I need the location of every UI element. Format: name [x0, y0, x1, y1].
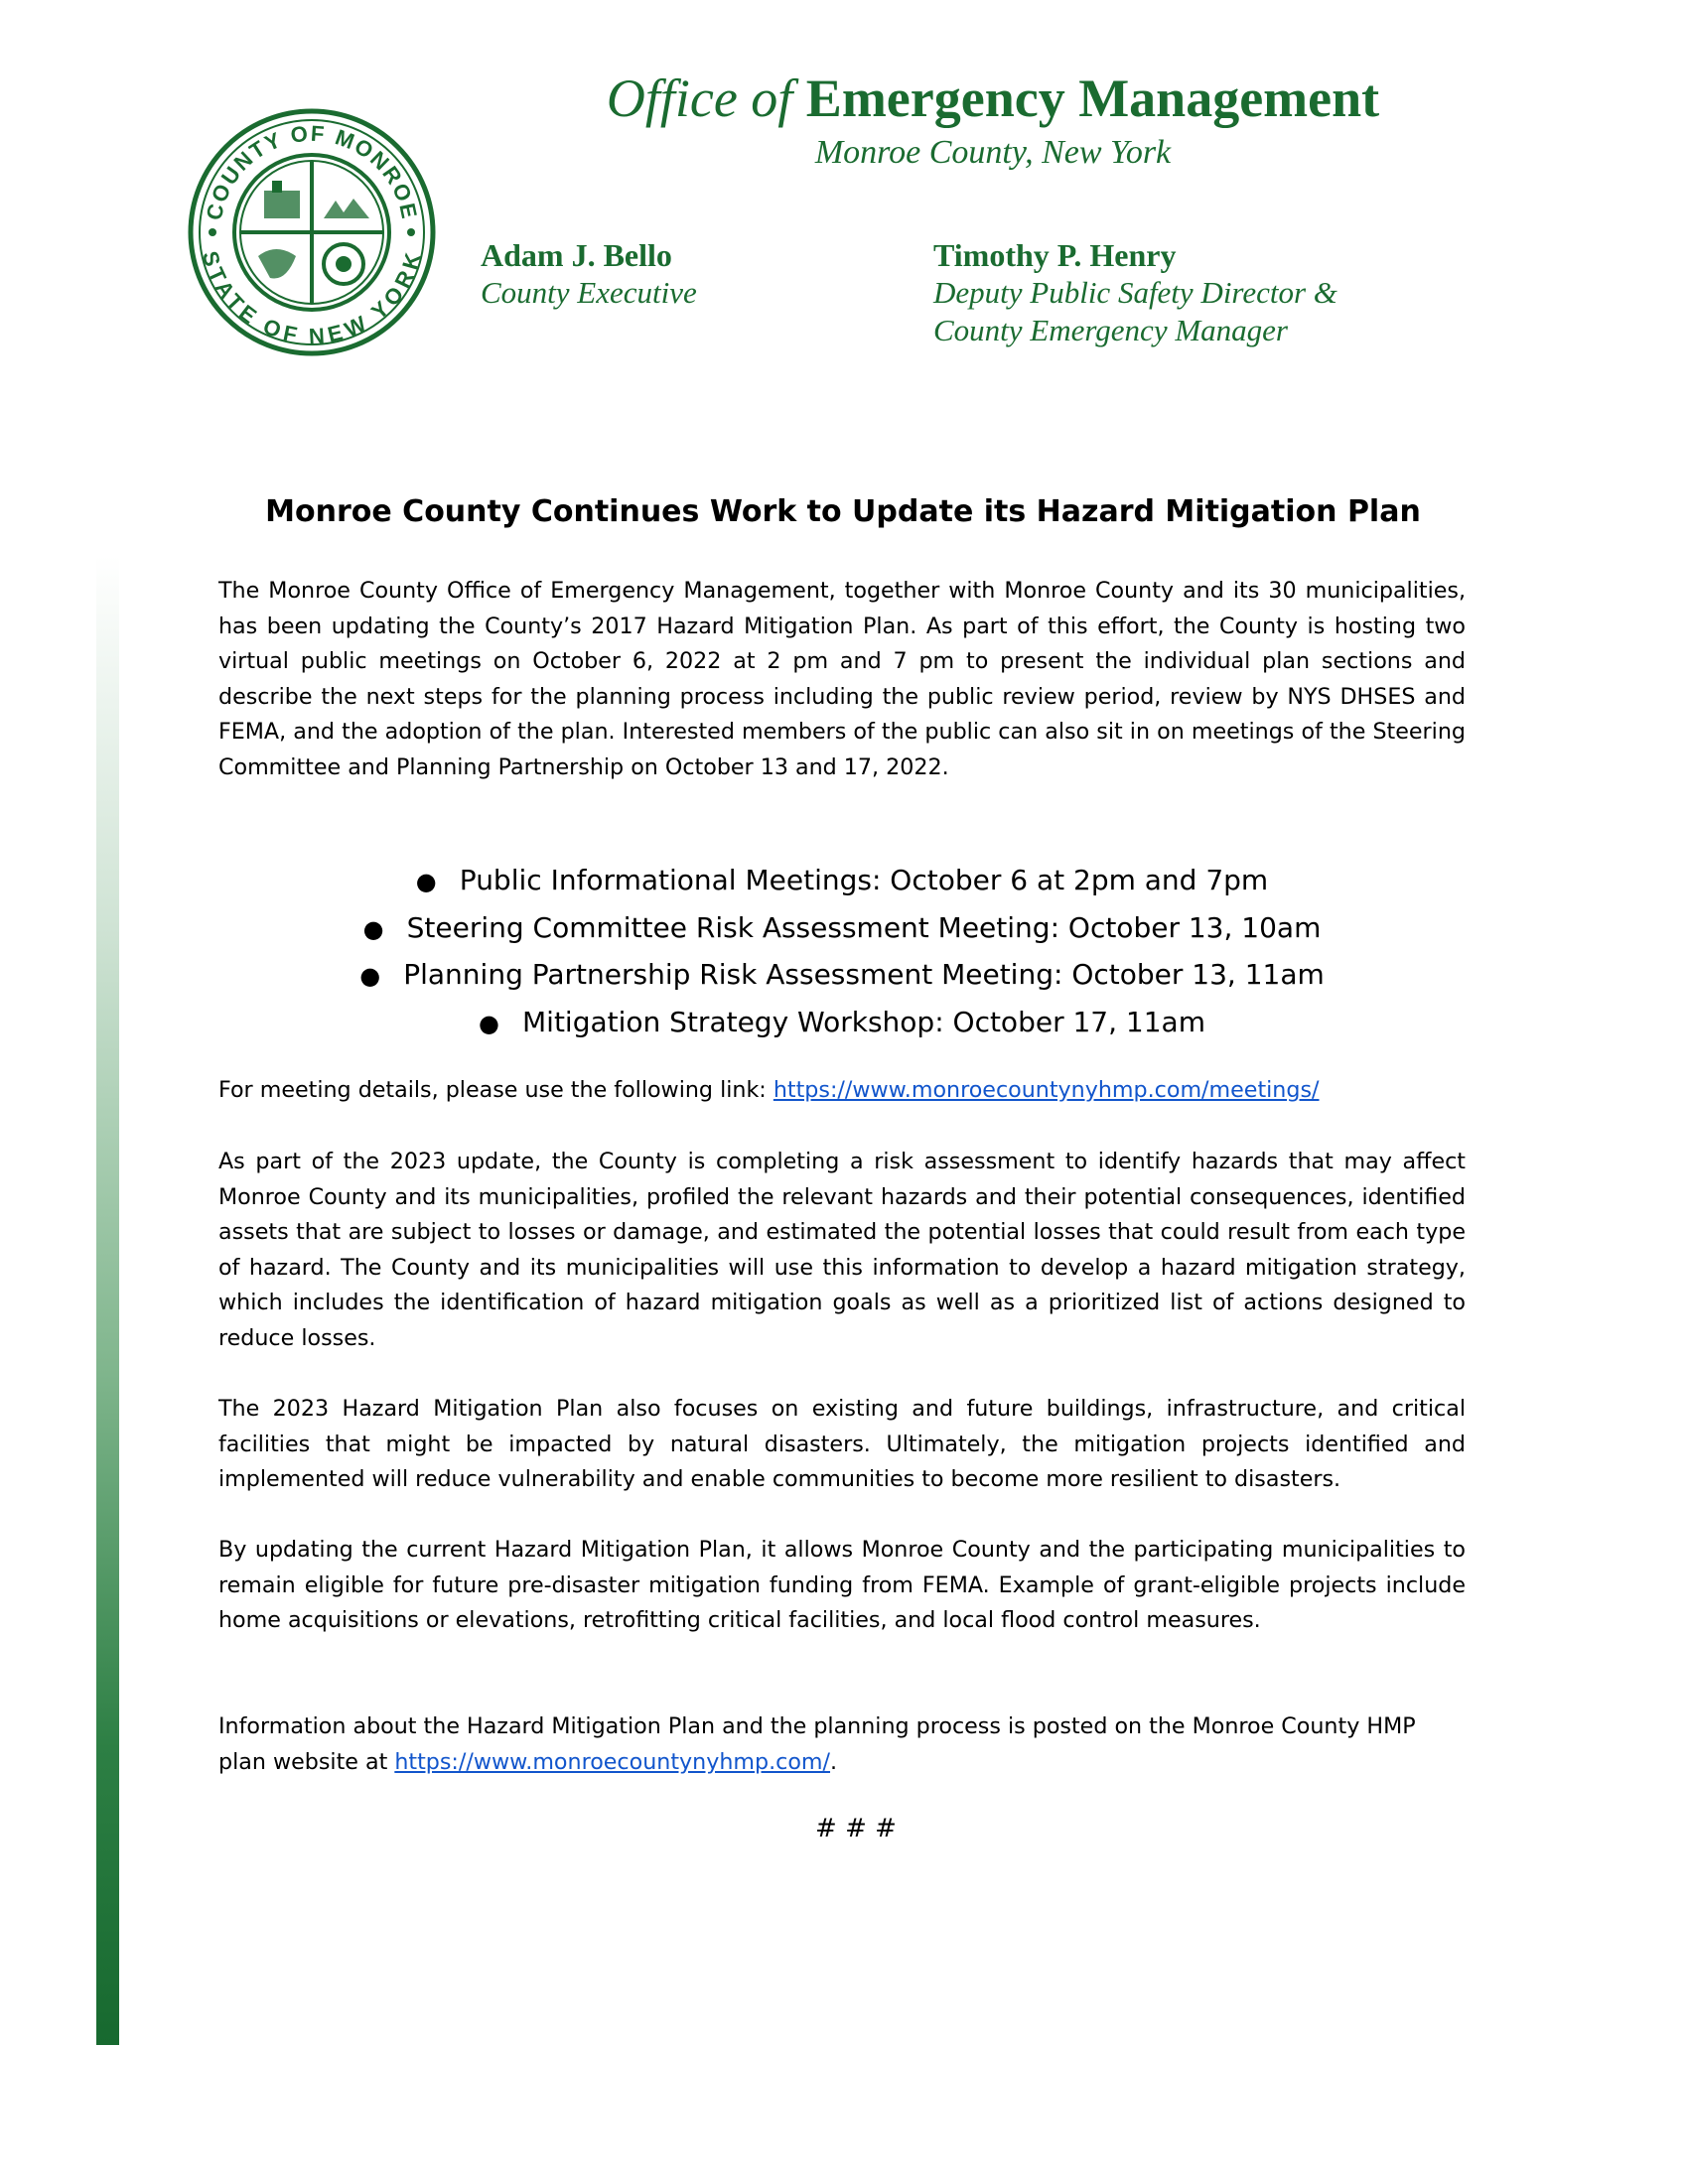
- hmp-website-link[interactable]: https://www.monroecountynyhmp.com/: [394, 1748, 831, 1775]
- bullet-icon: ●: [359, 962, 381, 990]
- official-title: County Executive: [481, 275, 697, 310]
- county-seal-logo: [187, 107, 437, 357]
- svg-text:STATE OF NEW YORK: STATE OF NEW YORK: [197, 248, 427, 349]
- bullet-icon: ●: [415, 868, 437, 895]
- decorative-green-bar: [96, 556, 119, 2045]
- website-suffix: .: [830, 1748, 838, 1775]
- office-name: Emergency Management: [805, 68, 1380, 128]
- meeting-link-paragraph: [218, 1073, 1466, 1109]
- plan-focus-paragraph: The 2023 Hazard Mitigation Plan also focuses on existing and future buildings, infrastructure, and critical facilities that might be impacted by natural disasters. Ultimately, the mitigation projects identified and implemented will reduce vulnerability and enable communities to become more resilient to disasters.: [218, 1396, 1466, 1493]
- meeting-link-prefix: For meeting details, please use the following link:: [218, 1077, 774, 1103]
- office-title: [536, 66, 1450, 131]
- meeting-text: Public Informational Meetings: October 6 at 2pm and 7pm: [459, 864, 1269, 896]
- meetings-link[interactable]: https://www.monroecountynyhmp.com/meetings/: [773, 1077, 1320, 1103]
- meeting-text: Planning Partnership Risk Assessment Meeting: October 13, 11am: [403, 958, 1325, 991]
- list-item: [218, 905, 1466, 953]
- website-prefix: Information about the Hazard Mitigation Plan and the planning process is posted on the Monroe County HMP plan website at: [218, 1713, 1416, 1775]
- official-title-line-1: Deputy Public Safety Director &: [933, 275, 1337, 310]
- meeting-text: Mitigation Strategy Workshop: October 17, 11am: [522, 1005, 1205, 1038]
- end-mark: # # #: [815, 1814, 897, 1843]
- press-release-headline: Monroe County Continues Work to Update its Hazard Mitigation Plan: [265, 494, 1421, 529]
- list-item: [218, 952, 1466, 1000]
- bullet-icon: ●: [362, 914, 384, 943]
- official-emergency-manager: [933, 236, 1337, 349]
- official-name: Adam J. Bello: [481, 237, 672, 273]
- bullet-icon: ●: [479, 1009, 499, 1037]
- intro-paragraph: The Monroe County Office of Emergency Management, together with Monroe County and its 30 municipalities, has been updating the County’s 2017 Hazard Mitigation Plan. As part of this effort, the County is hosting two virtual public meetings on October 6, 2022 at 2 pm and 7 pm to present the individual plan sections and describe the next steps for the planning process including the public review period, review by NYS DHSES and FEMA, and the adoption of the plan. Interested members of the public can also sit in on meetings of the Steering Committee and Planning Partnership on October 13 and 17, 2022.: [218, 578, 1466, 780]
- list-item: [218, 1000, 1466, 1047]
- meeting-text: Steering Committee Risk Assessment Meeting: October 13, 10am: [406, 910, 1322, 944]
- svg-text:COUNTY OF MONROE: COUNTY OF MONROE: [201, 120, 423, 222]
- office-subtitle: Monroe County, New York: [814, 134, 1172, 171]
- office-prefix: Office of: [606, 68, 793, 128]
- meeting-list: [218, 858, 1466, 1046]
- official-county-executive: [481, 236, 697, 312]
- funding-paragraph: By updating the current Hazard Mitigation Plan, it allows Monroe County and the participating municipalities to remain eligible for future pre-disaster mitigation funding from FEMA. Example of grant-eligible projects include home acquisitions or elevations, retrofitting critical facilities, and local flood control measures.: [218, 1537, 1466, 1634]
- risk-assessment-paragraph: As part of the 2023 update, the County is completing a risk assessment to identify hazards that may affect Monroe County and its municipalities, profiled the relevant hazards and their potential consequences, identified assets that are subject to losses or damage, and estimated the potential losses that could result from each type of hazard. The County and its municipalities will use this information to develop a hazard mitigation strategy, which includes the identification of hazard mitigation goals as well as a prioritized list of actions designed to reduce losses.: [218, 1149, 1466, 1351]
- official-title-line-2: County Emergency Manager: [933, 313, 1288, 347]
- official-name: Timothy P. Henry: [933, 237, 1177, 273]
- website-paragraph: [218, 1709, 1466, 1780]
- list-item: [218, 858, 1466, 905]
